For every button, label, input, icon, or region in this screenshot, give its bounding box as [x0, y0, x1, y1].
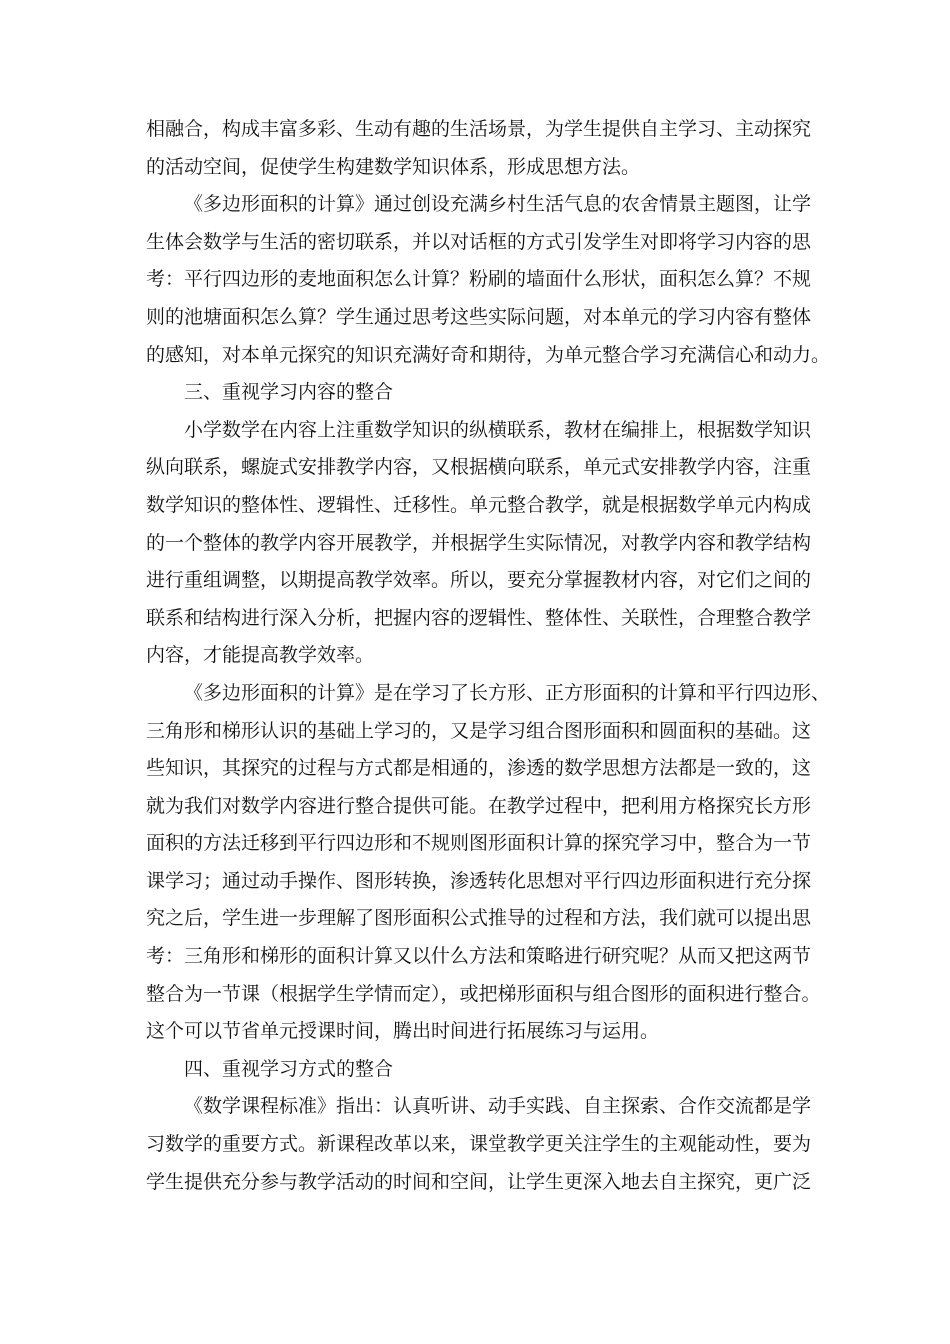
- paragraph-line: 的一个整体的教学内容开展教学，并根据学生实际情况，对教学内容和教学结构: [146, 531, 812, 554]
- paragraph-line: 联系和结构进行深入分析，把握内容的逻辑性、整体性、关联性，合理整合教学: [146, 606, 812, 629]
- heading-text: 四、重视学习方式的整合: [184, 1057, 394, 1080]
- section-heading: [146, 374, 810, 412]
- paragraph: [146, 1088, 810, 1201]
- heading-text: 三、重视学习内容的整合: [184, 381, 394, 404]
- paragraph-line: 面积的方法迁移到平行四边形和不规则图形面积计算的探究学习中，整合为一节: [146, 832, 812, 855]
- paragraph: [146, 412, 810, 675]
- paragraph-line: 进行重组调整，以期提高教学效率。所以，要充分掌握教材内容，对它们之间的: [146, 569, 812, 592]
- document-page: [146, 111, 831, 1201]
- paragraph-line: 些知识，其探究的过程与方式都是相通的，渗透的数学思想方法都是一致的，这: [146, 757, 812, 780]
- section-heading: [146, 1051, 810, 1089]
- paragraph-line: 整合为一节课（根据学生学情而定），或把梯形面积与组合图形的面积进行整合。: [146, 982, 821, 1005]
- paragraph-line: 习数学的重要方式。新课程改革以来，课堂教学更关注学生的主观能动性，要为: [146, 1133, 812, 1156]
- paragraph-line: 课学习；通过动手操作、图形转换，渗透转化思想对平行四边形面积进行充分探: [146, 869, 812, 892]
- paragraph-line: 的感知，对本单元探究的知识充满好奇和期待，为单元整合学习充满信心和动力。: [146, 343, 831, 366]
- paragraph-line: 纵向联系，螺旋式安排教学内容，又根据横向联系，单元式安排教学内容，注重: [146, 456, 812, 479]
- paragraph-line: 数学知识的整体性、逻辑性、迁移性。单元整合教学，就是根据数学单元内构成: [146, 493, 812, 516]
- paragraph-line: 小学数学在内容上注重数学知识的纵横联系，教材在编排上，根据数学知识: [184, 418, 812, 441]
- paragraph-line: 《多边形面积的计算》是在学习了长方形、正方形面积的计算和平行四边形、: [184, 681, 831, 704]
- paragraph-line: 这个可以节省单元授课时间，腾出时间进行拓展练习与运用。: [146, 1020, 660, 1043]
- paragraph-line: 生体会数学与生活的密切联系，并以对话框的方式引发学生对即将学习内容的思: [146, 230, 812, 253]
- paragraph-line: 内容，才能提高教学效率。: [146, 644, 375, 667]
- paragraph-line: 则的池塘面积怎么算？学生通过思考这些实际问题，对本单元的学习内容有整体: [146, 305, 812, 328]
- paragraph: [146, 111, 810, 186]
- paragraph-line: 就为我们对数学内容进行整合提供可能。在教学过程中，把利用方格探究长方形: [146, 794, 812, 817]
- paragraph-line: 的活动空间，促使学生构建数学知识体系，形成思想方法。: [146, 155, 641, 178]
- paragraph-line: 《多边形面积的计算》通过创设充满乡村生活气息的农舍情景主题图，让学: [184, 193, 812, 216]
- paragraph-line: 考：三角形和梯形的面积计算又以什么方法和策略进行研究呢？从而又把这两节: [146, 945, 812, 968]
- paragraph-line: 考：平行四边形的麦地面积怎么计算？粉刷的墙面什么形状，面积怎么算？不规: [146, 268, 812, 291]
- paragraph-line: 相融合，构成丰富多彩、生动有趣的生活场景，为学生提供自主学习、主动探究: [146, 118, 812, 140]
- paragraph: [146, 186, 831, 374]
- paragraph: [146, 675, 831, 1051]
- paragraph-line: 三角形和梯形认识的基础上学习的，又是学习组合图形面积和圆面积的基础。这: [146, 719, 812, 742]
- paragraph-line: 《数学课程标准》指出：认真听讲、动手实践、自主探索、合作交流都是学: [184, 1095, 812, 1118]
- paragraph-line: 学生提供充分参与教学活动的时间和空间，让学生更深入地去自主探究，更广泛: [146, 1170, 812, 1193]
- paragraph-line: 究之后，学生进一步理解了图形面积公式推导的过程和方法，我们就可以提出思: [146, 907, 812, 930]
